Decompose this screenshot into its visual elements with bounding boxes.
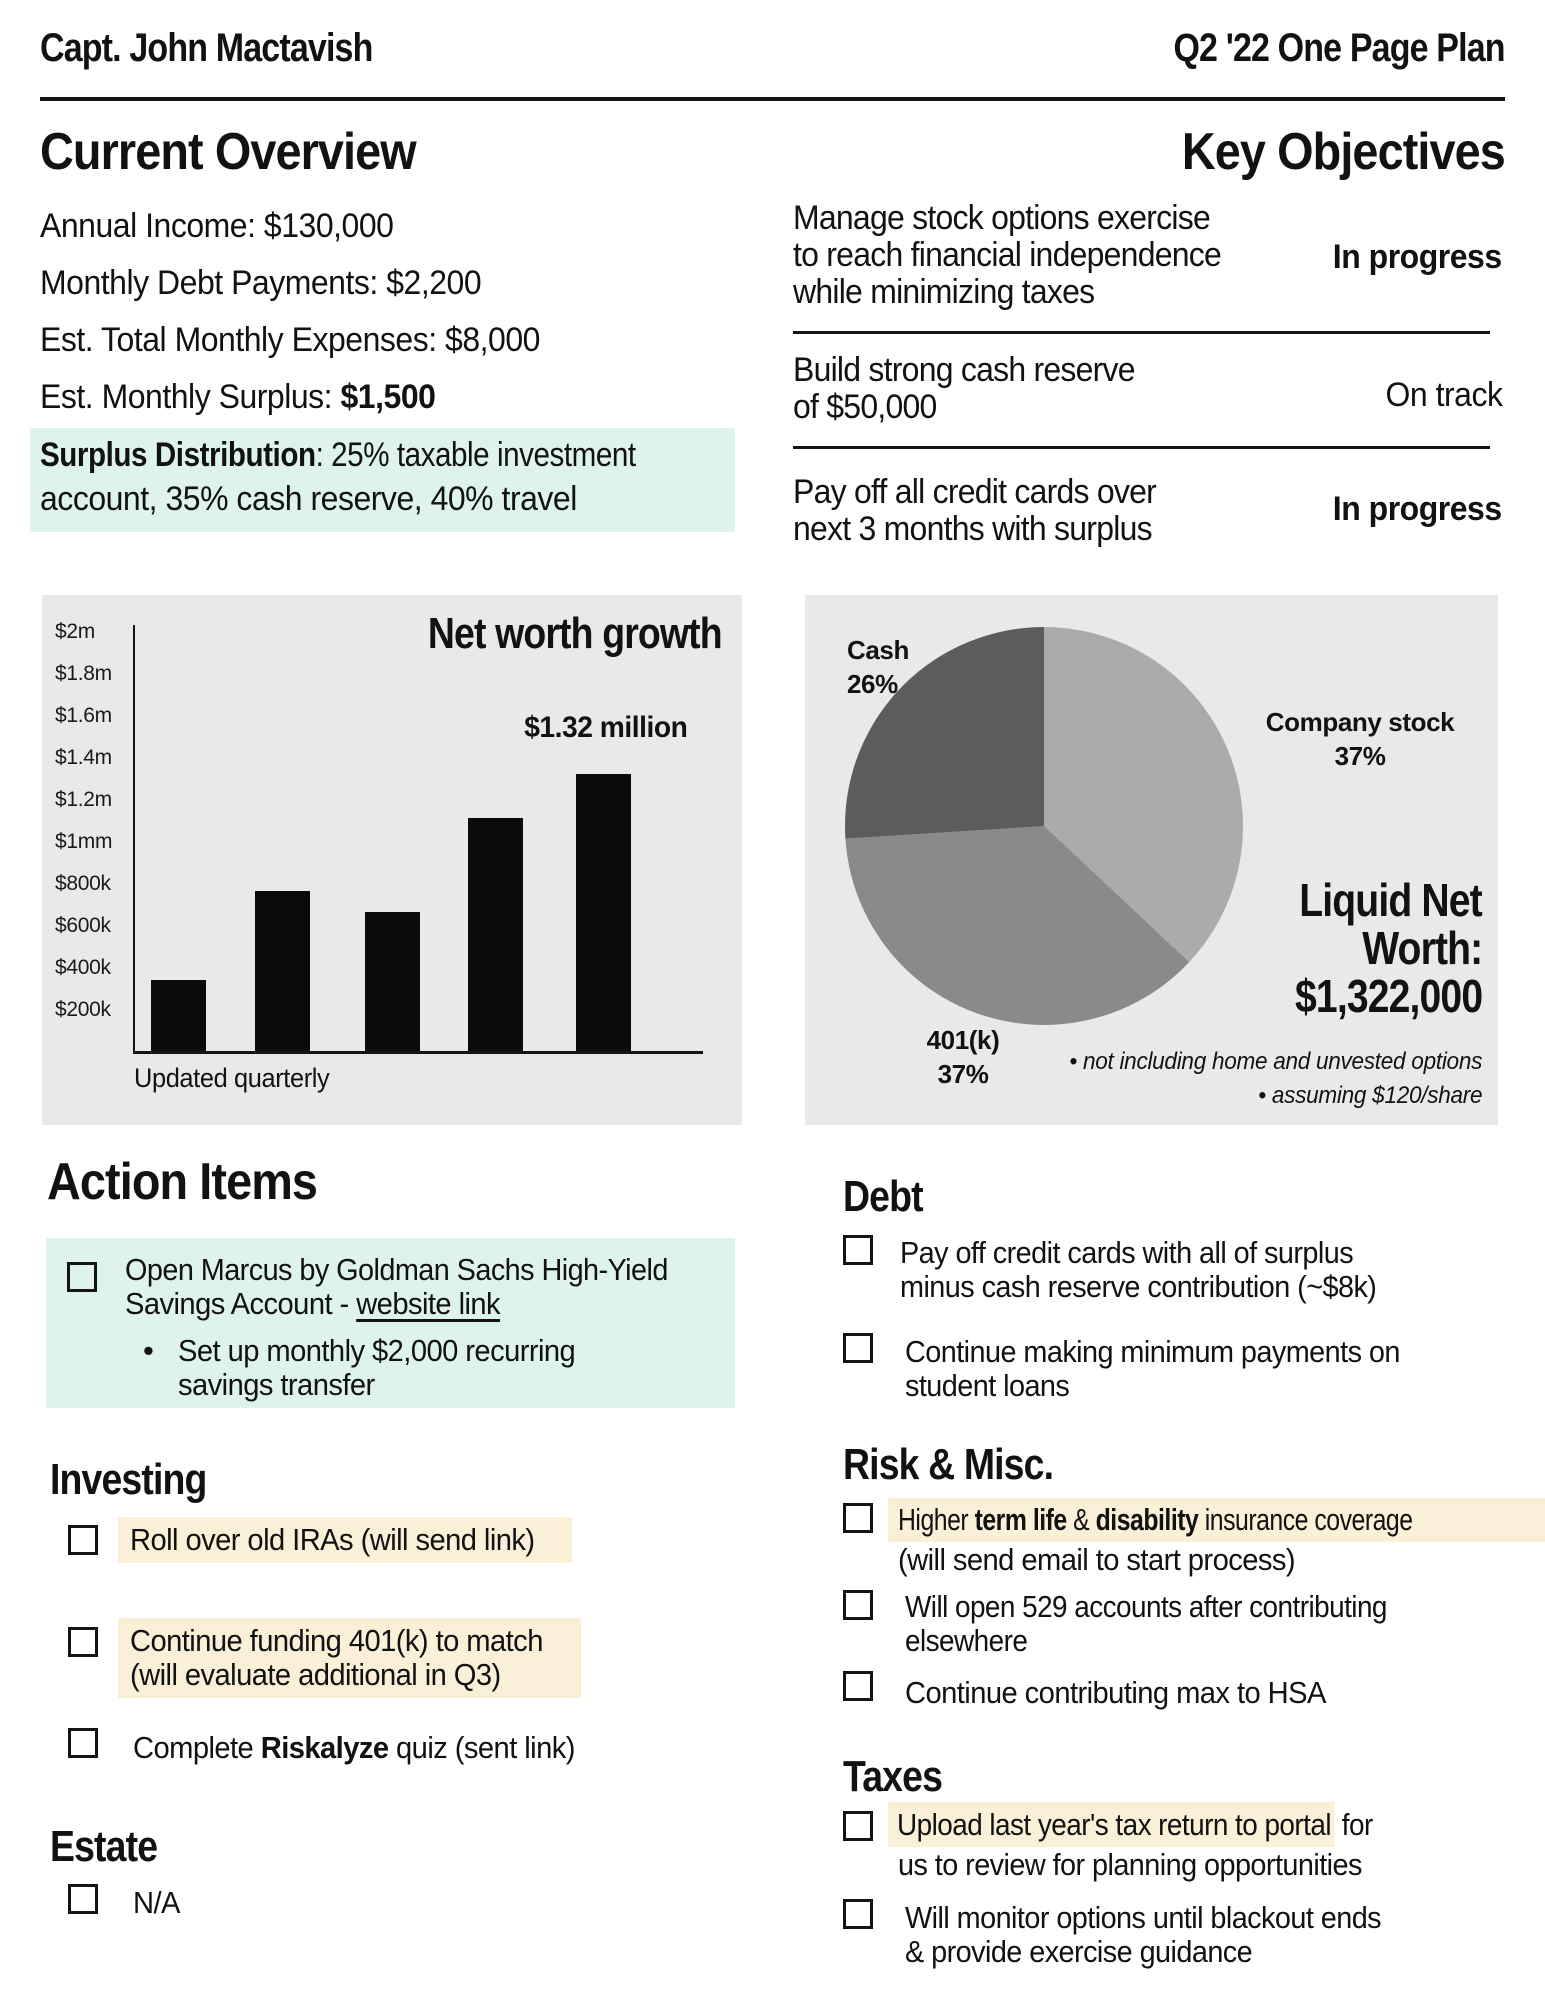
bar-annotation: $1.32 million <box>523 711 688 744</box>
checkbox[interactable] <box>843 1811 873 1841</box>
y-tick-label: $1.6m <box>55 704 112 727</box>
debt-heading: Debt <box>843 1172 923 1221</box>
website-link[interactable]: website link <box>356 1286 501 1321</box>
risk-item-529: Will open 529 accounts after contributing elsewhere <box>905 1589 1387 1658</box>
taxes-item-options: Will monitor options until blackout ends & provide exercise guidance <box>905 1900 1382 1969</box>
checkbox[interactable] <box>843 1590 873 1620</box>
objective-3-text: Pay off all credit cards over next 3 months with surplus <box>793 473 1157 548</box>
y-tick-label: $1.8m <box>55 662 112 685</box>
action-subitem-transfer: Set up monthly $2,000 recurring savings transfer <box>178 1333 576 1402</box>
risk-item-insurance-line2: (will send email to start process) <box>898 1542 1296 1577</box>
surplus-distribution-highlight <box>30 428 735 532</box>
bar <box>576 774 631 1051</box>
bullet-icon: • <box>143 1333 154 1368</box>
allocation-chart <box>805 595 1498 1125</box>
pie-label-company-stock: Company stock 37% <box>1265 707 1455 771</box>
objective-divider <box>793 331 1490 334</box>
y-tick-label: $1.2m <box>55 788 112 811</box>
objective-3-status: In progress <box>1333 490 1502 528</box>
y-tick-label: $1mm <box>55 830 113 853</box>
y-tick-label: $400k <box>55 956 111 979</box>
taxes-item-upload: Upload last year's tax return to portal for us to review for planning opportunities <box>888 1808 1427 1882</box>
objective-divider <box>793 446 1490 449</box>
y-tick-label: $200k <box>55 998 111 1021</box>
action-item-marcus: Open Marcus by Goldman Sachs High-Yield Savings Account - website link <box>125 1252 668 1321</box>
estate-item-na: N/A <box>133 1885 180 1920</box>
debt-item-studentloans: Continue making minimum payments on student loans <box>905 1334 1400 1403</box>
objective-1-text: Manage stock options exercise to reach financial independence while minimizing taxes <box>793 199 1222 311</box>
y-tick-label: $800k <box>55 872 111 895</box>
bar <box>151 980 206 1051</box>
pie-label-401k: 401(k) 37% <box>926 1025 1000 1089</box>
checkbox[interactable] <box>843 1671 873 1701</box>
y-tick-label: $1.4m <box>55 746 112 769</box>
chart-caption: Updated quarterly <box>134 1063 330 1093</box>
checkbox[interactable] <box>843 1503 873 1533</box>
bar <box>468 818 523 1051</box>
estate-heading: Estate <box>50 1822 158 1871</box>
overview-item-income: Annual Income: $130,000 <box>40 207 394 245</box>
overview-item-surplus: Est. Monthly Surplus: $1,500 <box>40 378 436 416</box>
overview-heading: Current Overview <box>40 123 416 181</box>
chart-title: Net worth growth <box>428 609 722 658</box>
checkbox[interactable] <box>68 1728 98 1758</box>
checkbox[interactable] <box>68 1525 98 1555</box>
investing-item-ira: Roll over old IRAs (will send link) <box>118 1517 572 1563</box>
bars <box>42 595 742 1125</box>
investing-item-riskalyze: Complete Riskalyze quiz (sent link) <box>133 1730 575 1765</box>
liquid-net-worth: Liquid Net Worth: $1,322,000 <box>1294 874 1482 1022</box>
checkbox[interactable] <box>68 1884 98 1914</box>
risk-item-insurance-highlight: Higher term life & disability insurance coverage <box>888 1498 1545 1542</box>
document-title: Q2 '22 One Page Plan <box>1173 26 1505 70</box>
pie-notes: • not including home and unvested options • assuming $120/share <box>1069 1048 1482 1109</box>
overview-item-expenses: Est. Total Monthly Expenses: $8,000 <box>40 321 540 359</box>
checkbox[interactable] <box>843 1899 873 1929</box>
header-divider <box>40 97 1505 101</box>
objective-2-status: On track <box>1384 376 1502 414</box>
pie-label-cash: Cash 26% <box>847 635 909 699</box>
objectives-heading: Key Objectives <box>1182 123 1505 181</box>
objective-2-text: Build strong cash reserve of $50,000 <box>793 351 1135 426</box>
checkbox[interactable] <box>68 1627 98 1657</box>
bar <box>255 891 310 1051</box>
checkbox[interactable] <box>67 1262 97 1292</box>
investing-item-401k: Continue funding 401(k) to match (will evaluate additional in Q3) <box>118 1618 581 1698</box>
surplus-distribution-text: Surplus Distribution: 25% taxable investment account, 35% cash reserve, 40% travel <box>40 436 636 518</box>
net-worth-chart <box>42 595 742 1125</box>
risk-item-hsa: Continue contributing max to HSA <box>905 1675 1326 1710</box>
investing-heading: Investing <box>50 1455 207 1504</box>
checkbox[interactable] <box>843 1333 873 1363</box>
debt-item-creditcards: Pay off credit cards with all of surplus minus cash reserve contribution (~$8k) <box>900 1235 1377 1304</box>
action-items-heading: Action Items <box>47 1153 318 1211</box>
client-name: Capt. John Mactavish <box>40 26 373 70</box>
risk-heading: Risk & Misc. <box>843 1440 1054 1489</box>
bar <box>365 912 420 1051</box>
action-items-highlight <box>46 1238 735 1408</box>
overview-item-debt-payments: Monthly Debt Payments: $2,200 <box>40 264 482 302</box>
objective-1-status: In progress <box>1333 238 1502 276</box>
y-tick-label: $600k <box>55 914 111 937</box>
y-tick-label: $2m <box>55 620 95 643</box>
checkbox[interactable] <box>843 1235 873 1265</box>
taxes-heading: Taxes <box>843 1752 943 1801</box>
